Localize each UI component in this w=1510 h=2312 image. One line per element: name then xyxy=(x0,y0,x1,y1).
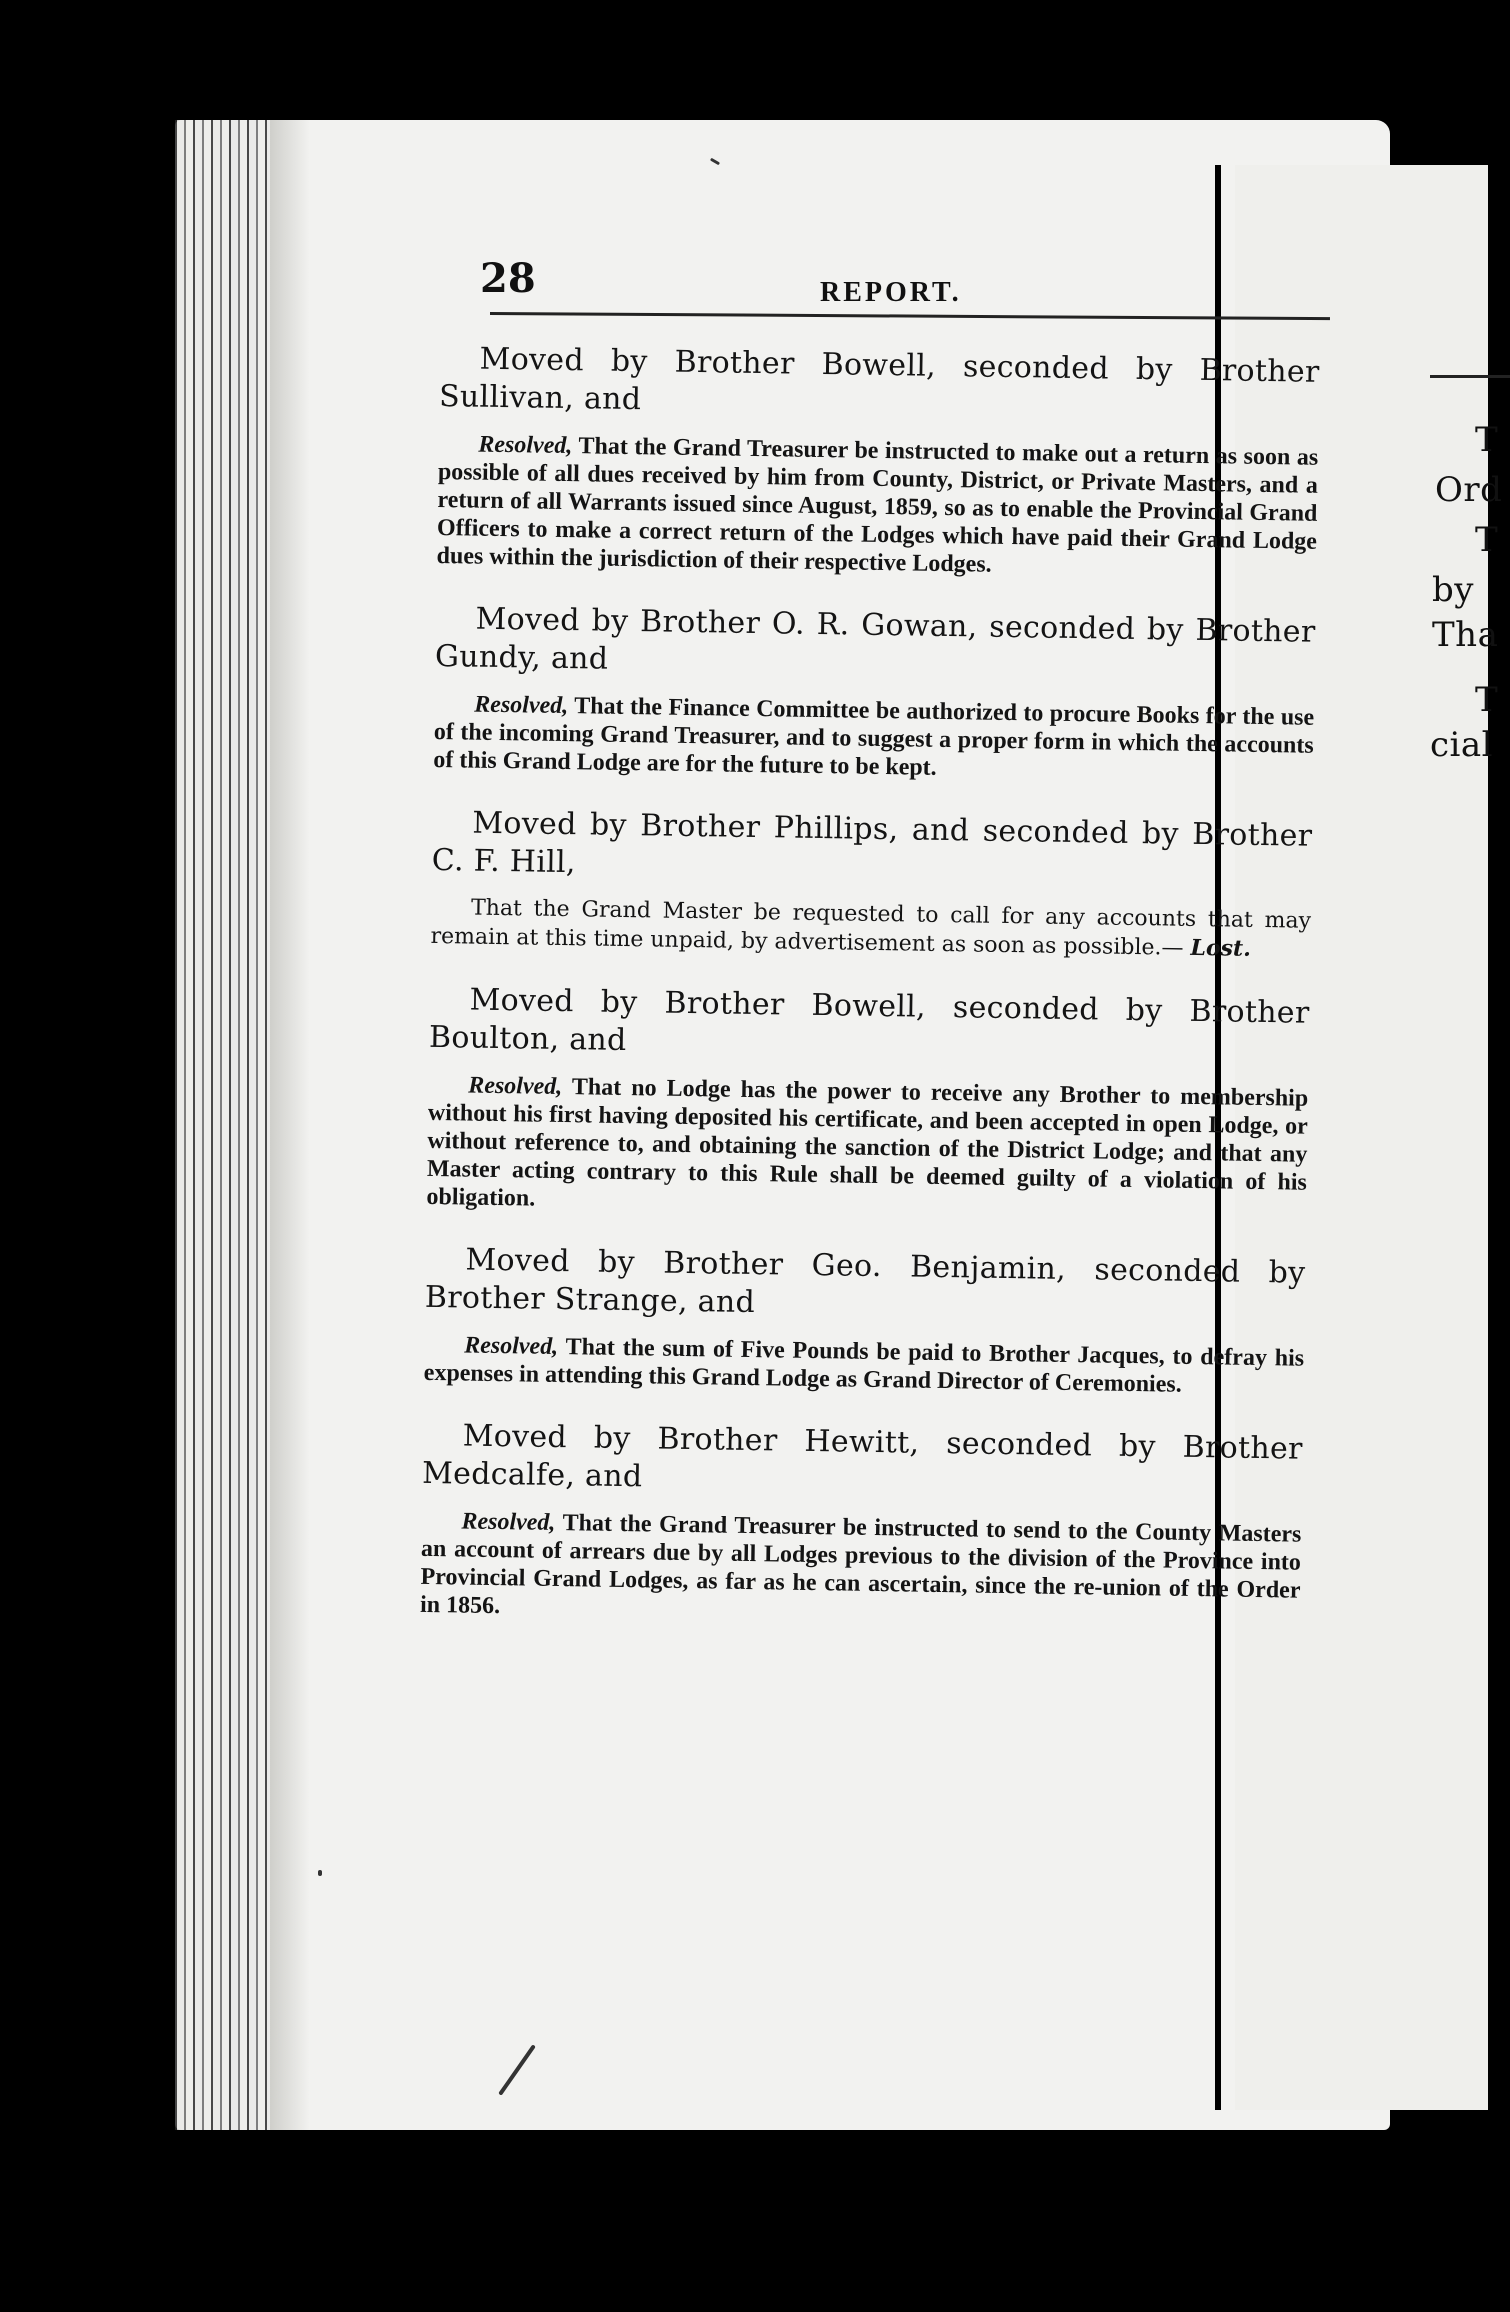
running-head: REPORT. xyxy=(820,277,962,308)
resolution-body: That the sum of Five Pounds be paid to Brother Jacques, to defray his expenses in attending this Grand Lodge as Grand Director of Ceremonies. xyxy=(423,1334,1305,1398)
motion-line: Moved by Brother Geo. Benjamin, seconded by Brother Strange, and xyxy=(424,1242,1306,1321)
page-gutter-shadow xyxy=(270,120,310,2130)
resolution-body: That no Lodge has the power to receive any Brother to membership without his first having deposited his certificate, and been accepted in open Lodge, or without reference to, and obtaining the sanction of the District Lodge; and that any Master acting contrary to this Rule shall be deemed guilty of a violation of his obligation. xyxy=(426,1074,1309,1212)
resolved-lead: Resolved, xyxy=(478,431,573,460)
motion-entry xyxy=(420,1417,1303,1633)
page-header xyxy=(480,255,1330,308)
resolution-text xyxy=(424,1331,1305,1401)
motion-line: Moved by Brother Bowell, seconded by Brother Sullivan, and xyxy=(438,341,1320,418)
report-body xyxy=(419,340,1319,1663)
facing-fragment: Tha xyxy=(1432,615,1499,655)
resolved-lead: Resolved, xyxy=(468,1072,563,1101)
motion-entry xyxy=(433,600,1316,788)
facing-fragment: T xyxy=(1475,420,1499,460)
motion-entry xyxy=(426,981,1310,1225)
resolution-body: That the Grand Master be requested to call for any accounts that may remain at this time unpaid, by advertisement as soon as possible.— xyxy=(430,895,1312,961)
facing-page-rule xyxy=(1430,375,1510,378)
page-edges xyxy=(175,120,270,2130)
motion-line: Moved by Brother Hewitt, seconded by Brother Medcalfe, and xyxy=(421,1418,1303,1495)
resolution-text xyxy=(430,894,1311,965)
resolution-text xyxy=(436,430,1318,584)
facing-fragment: T xyxy=(1475,680,1499,720)
ink-speck xyxy=(318,1870,322,1876)
motion-line: Moved by Brother Bowell, seconded by Brother Boulton, and xyxy=(428,982,1310,1059)
resolution-body: That the Grand Treasurer be instructed to make out a return as soon as possible of all dues received by him from County, District, or Private Masters, and a return of all Warrants issued since August, 1859, so as to enable the Provincial Grand Officers to make a correct return of the Lodges which have paid their Grand Lodge dues within the jurisdiction of their respective Lodges. xyxy=(436,433,1319,578)
facing-fragment: by xyxy=(1432,570,1474,610)
motion-outcome: Lost. xyxy=(1190,934,1252,962)
motion-entry xyxy=(424,1241,1306,1401)
resolved-lead: Resolved, xyxy=(461,1508,556,1536)
resolution-body: That the Finance Committee be authorized to procure Books for the use of the incoming Grand Treasurer, and to suggest a proper form in which the accounts of this Grand Lodge are for the future to be kept. xyxy=(433,693,1315,781)
resolved-lead: Resolved, xyxy=(464,1332,559,1360)
motion-entry xyxy=(430,804,1312,965)
resolution-body: That the Grand Treasurer be instructed to send to the County Masters an account of arrears due by all Lodges previous to the division of the Province into Provincial Grand Lodges, as far as he can ascertain, since the re-union of the Order in 1856. xyxy=(419,1510,1302,1620)
motion-line: Moved by Brother O. R. Gowan, seconded by Brother Gundy, and xyxy=(434,601,1316,677)
page-number: 28 xyxy=(480,255,536,302)
resolved-lead: Resolved, xyxy=(474,691,569,720)
motion-entry xyxy=(436,340,1320,584)
facing-fragment: T xyxy=(1475,520,1499,560)
resolution-text xyxy=(426,1071,1308,1225)
resolution-text xyxy=(433,690,1314,788)
motion-line: Moved by Brother Phillips, and seconded by Brother C. F. Hill, xyxy=(431,805,1313,881)
resolution-text xyxy=(420,1507,1302,1633)
facing-fragment: Ord xyxy=(1435,470,1503,510)
facing-fragment: cial xyxy=(1430,725,1494,765)
